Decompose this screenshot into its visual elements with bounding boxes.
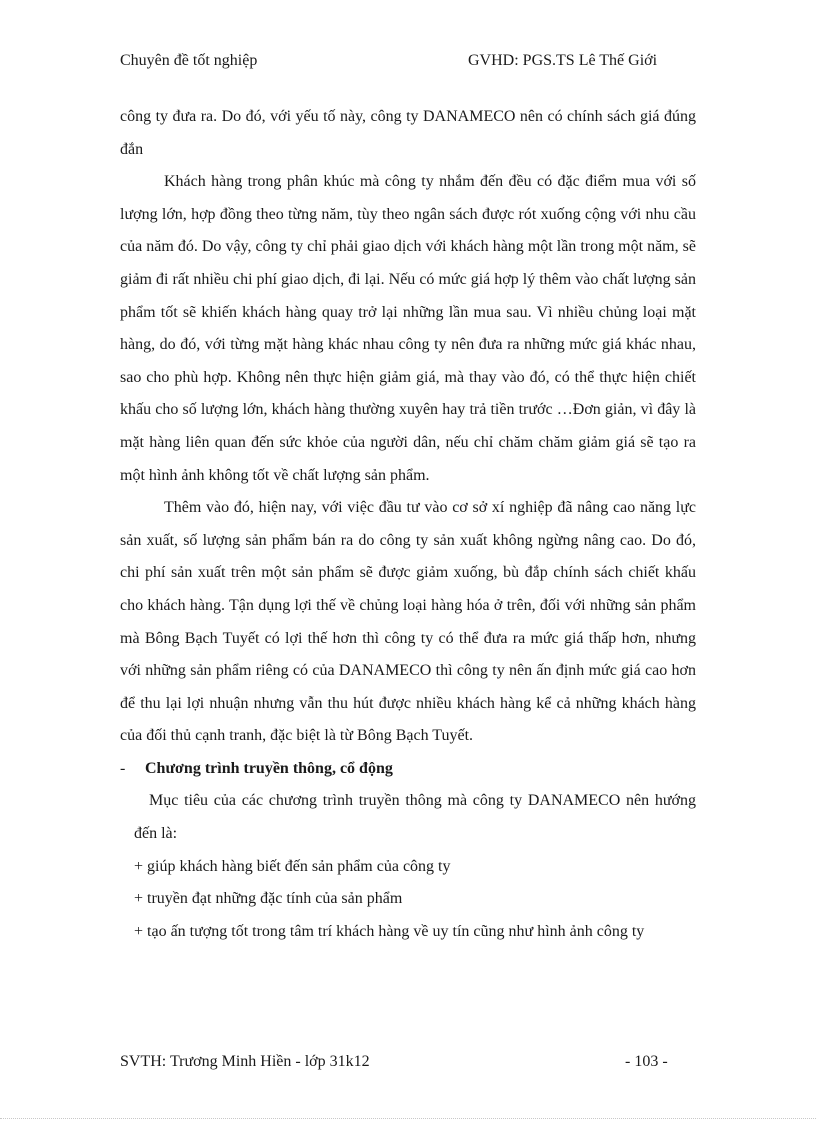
section-heading — [120, 753, 696, 786]
footer-student: SVTH: Trương Minh Hiền - lớp 31k12 — [120, 1053, 370, 1070]
paragraph-2: Khách hàng trong phân khúc mà công ty nhắm đến đều có đặc điểm mua với số lượng lớn, hợp đồng theo từng năm, tùy theo ngân sách được rót xuống cộng với nhu cầu của năm đó. Do vậy, công ty chỉ phải giao dịch với khách hàng một lần trong một năm, sẽ giảm đi rất nhiều chi phí giao dịch, đi lại. Nếu có mức giá hợp lý thêm vào chất lượng sản phẩm tốt sẽ khiến khách hàng quay trở lại những lần mua sau. Vì nhiều chủng loại mặt hàng, do đó, với từng mặt hàng khác nhau công ty nên đưa ra những mức giá khác nhau, sao cho phù hợp. Không nên thực hiện giảm giá, mà thay vào đó, có thể thực hiện chiết khấu cho số lượng lớn, khách hàng thường xuyên hay trả tiền trước …Đơn giản, vì đây là mặt hàng liên quan đến sức khỏe của người dân, nếu chỉ chăm chăm giảm giá sẽ tạo ra một hình ảnh không tốt về chất lượng sản phẩm. — [120, 173, 696, 484]
body-text — [120, 101, 696, 948]
header-topic: Chuyên đề tốt nghiệp — [120, 52, 258, 69]
goal-item: + giúp khách hàng biết đến sản phẩm của công ty — [134, 857, 451, 875]
goal-item: + truyền đạt những đặc tính của sản phẩm — [134, 890, 403, 908]
section-title: Chương trình truyền thông, cổ động — [145, 759, 393, 777]
paragraph-1: công ty đưa ra. Do đó, với yếu tố này, công ty DANAMECO nên có chính sách giá đúng đắn — [120, 108, 696, 158]
section-dash: - — [120, 759, 126, 777]
page-bottom-divider — [0, 1118, 816, 1119]
goals-intro: Mục tiêu của các chương trình truyền thông mà công ty DANAMECO nên hướng đến là: — [134, 792, 696, 843]
page-number: - 103 - — [625, 1053, 668, 1070]
goal-item: + tạo ấn tượng tốt trong tâm trí khách hàng về uy tín cũng như hình ảnh công ty — [134, 922, 645, 940]
paragraph-3: Thêm vào đó, hiện nay, với việc đầu tư vào cơ sở xí nghiệp đã nâng cao năng lực sản xuất, số lượng sản phẩm bán ra do công ty sản xuất không ngừng nâng cao. Do đó, chi phí sản xuất trên một sản phẩm sẽ được giảm xuống, bù đắp chính sách chiết khấu cho khách hàng. Tận dụng lợi thế về chủng loại hàng hóa ở trên, đối với những sản phẩm mà Bông Bạch Tuyết có lợi thế hơn thì công ty có thể đưa ra mức giá thấp hơn, nhưng với những sản phẩm riêng có của DANAMECO thì công ty nên ấn định mức giá cao hơn để thu lại lợi nhuận nhưng vẫn thu hút được nhiều khách hàng kể cả những khách hàng của đối thủ cạnh tranh, đặc biệt là từ Bông Bạch Tuyết. — [120, 499, 696, 745]
goals-block — [120, 785, 696, 948]
header-advisor: GVHD: PGS.TS Lê Thế Giới — [468, 52, 658, 69]
